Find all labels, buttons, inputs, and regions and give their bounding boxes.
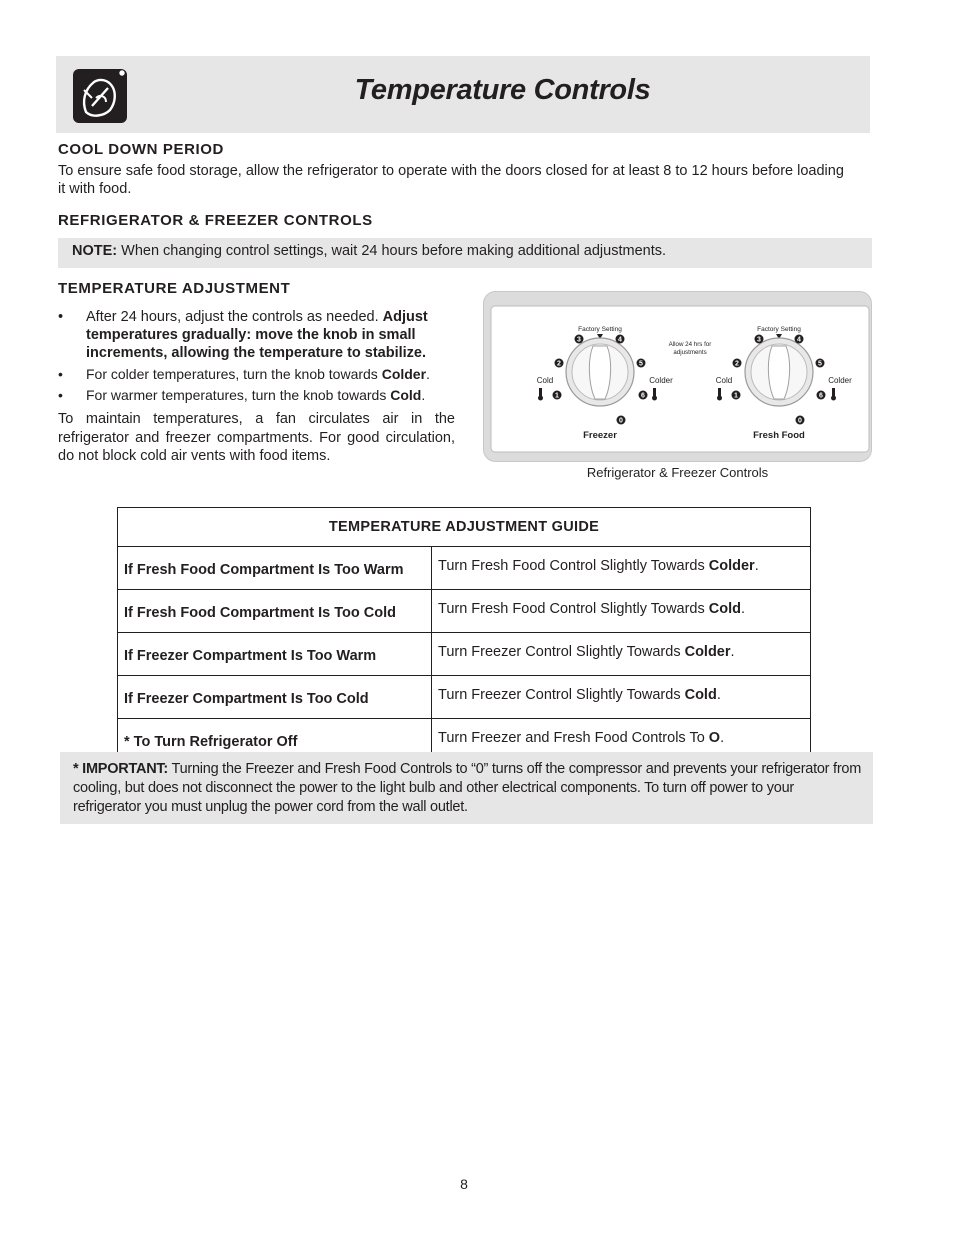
table-row: [118, 547, 811, 590]
hand-writing-icon: [72, 68, 128, 124]
action-text: Turn Freezer Control Slightly Towards: [438, 643, 685, 660]
dial-number: 5: [818, 360, 822, 368]
condition-cell: If Fresh Food Compartment Is Too Warm: [118, 547, 432, 590]
bullet-item: [58, 365, 458, 383]
action-end: .: [720, 729, 725, 746]
colder-label: Colder: [828, 376, 852, 385]
cool-down-text: [58, 162, 878, 198]
allow-note-line-2: adjustments: [673, 349, 707, 356]
fan-paragraph: To maintain temperatures, a fan circulates air in the refrigerator and freezer compartments. For good circulation, do not block cold air vents with food items.: [58, 411, 455, 464]
dial-number: 0: [619, 417, 623, 425]
adjustment-guide-table: [117, 507, 811, 762]
action-cell: [432, 633, 811, 676]
allow-note-line-1: Allow 24 hrs for: [668, 341, 712, 348]
bullet-text: For warmer temperatures, turn the knob towards: [86, 387, 391, 403]
cold-label: Cold: [536, 376, 554, 385]
adjustment-bullets: [58, 308, 458, 407]
bullet-end: .: [426, 366, 430, 382]
bullet-bold: Cold: [390, 387, 422, 403]
action-text: Turn Freezer and Fresh Food Controls To: [438, 729, 709, 746]
bullet-bold: Adjust temperatures gradually: move the knob in small increments, allowing the temperature to stabilize.: [86, 309, 428, 361]
condition-cell: * To Turn Refrigerator Off: [118, 719, 432, 762]
controls-diagram: [483, 291, 872, 462]
action-end: .: [741, 600, 746, 617]
bullet-item: [58, 308, 458, 362]
bullet-item: [58, 386, 458, 404]
action-text: Turn Fresh Food Control Slightly Towards: [438, 557, 709, 574]
dial-number: 2: [557, 360, 561, 368]
action-bold: O: [708, 729, 721, 746]
dial-number: 4: [797, 336, 801, 344]
bullet-text: For colder temperatures, turn the knob towards: [86, 366, 382, 382]
action-end: .: [754, 557, 759, 574]
cold-label: Cold: [715, 376, 733, 385]
page-title: Temperature Controls: [354, 74, 651, 106]
dial-number: 4: [618, 336, 622, 344]
action-end: .: [730, 643, 735, 660]
important-label: * IMPORTANT:: [73, 761, 169, 777]
note-body: When changing control settings, wait 24 hours before making additional adjustments.: [117, 243, 667, 259]
note-label: NOTE:: [72, 243, 118, 259]
bullet-bold: Colder: [381, 366, 427, 382]
bullet-end: .: [421, 387, 426, 403]
action-cell: [432, 547, 811, 590]
action-bold: Colder: [708, 557, 755, 574]
action-bold: Colder: [684, 643, 731, 660]
action-cell: [432, 676, 811, 719]
condition-cell: If Freezer Compartment Is Too Cold: [118, 676, 432, 719]
bullet-text: After 24 hours, adjust the controls as needed.: [86, 309, 383, 325]
figure-caption: Refrigerator & Freezer Controls: [586, 465, 769, 480]
dial-number: 2: [735, 360, 739, 368]
dial-number: 3: [577, 336, 581, 344]
condition-cell: If Fresh Food Compartment Is Too Cold: [118, 590, 432, 633]
table-row: [118, 590, 811, 633]
dial-number: 1: [555, 392, 559, 400]
note-text: [72, 243, 666, 259]
bullet-dot: •: [58, 366, 63, 382]
factory-setting-label: Factory Setting: [578, 326, 622, 333]
knob-grip: [589, 346, 610, 399]
action-end: .: [716, 686, 721, 703]
action-cell: [432, 590, 811, 633]
fresh-food-label: Fresh Food: [753, 430, 805, 441]
colder-label: Colder: [649, 376, 673, 385]
dial-number: 5: [639, 360, 643, 368]
dial-number: 0: [798, 417, 802, 425]
dial-number: 6: [641, 392, 645, 400]
cool-down-line-1: To ensure safe food storage, allow the refrigerator to operate with the doors closed for at least 8 to 12 hours before loading: [58, 163, 844, 179]
condition-cell: If Freezer Compartment Is Too Warm: [118, 633, 432, 676]
table-header-row: [118, 508, 811, 547]
action-bold: Cold: [684, 686, 717, 703]
dial-number: 1: [734, 392, 738, 400]
table-row: [118, 633, 811, 676]
controls-heading: REFRIGERATOR & FREEZER CONTROLS: [58, 212, 373, 229]
action-text: Turn Freezer Control Slightly Towards: [438, 686, 685, 703]
freezer-label: Freezer: [583, 430, 617, 441]
important-body: Turning the Freezer and Fresh Food Controls to “0” turns off the compressor and prevents your refrigerator from cooling, but does not disconnect the power to the light bulb and other electrical components. To turn off power to your refrigerator you must unplug the power cord from the wall outlet.: [73, 761, 862, 815]
bullet-dot: •: [58, 387, 63, 403]
adjustment-heading: TEMPERATURE ADJUSTMENT: [58, 280, 291, 297]
action-text: Turn Fresh Food Control Slightly Towards: [438, 600, 709, 617]
table-row: [118, 676, 811, 719]
knob-grip: [768, 346, 789, 399]
cool-down-heading: COOL DOWN PERIOD: [58, 141, 224, 158]
factory-setting-label: Factory Setting: [757, 326, 801, 333]
table-title: TEMPERATURE ADJUSTMENT GUIDE: [118, 508, 811, 547]
action-bold: Cold: [708, 600, 741, 617]
bullet-dot: •: [58, 309, 64, 325]
page-number: 8: [460, 1176, 468, 1192]
dial-number: 3: [757, 336, 761, 344]
dial-number: 6: [819, 392, 823, 400]
cool-down-line-2: it with food.: [58, 181, 132, 197]
important-text: [73, 760, 863, 817]
